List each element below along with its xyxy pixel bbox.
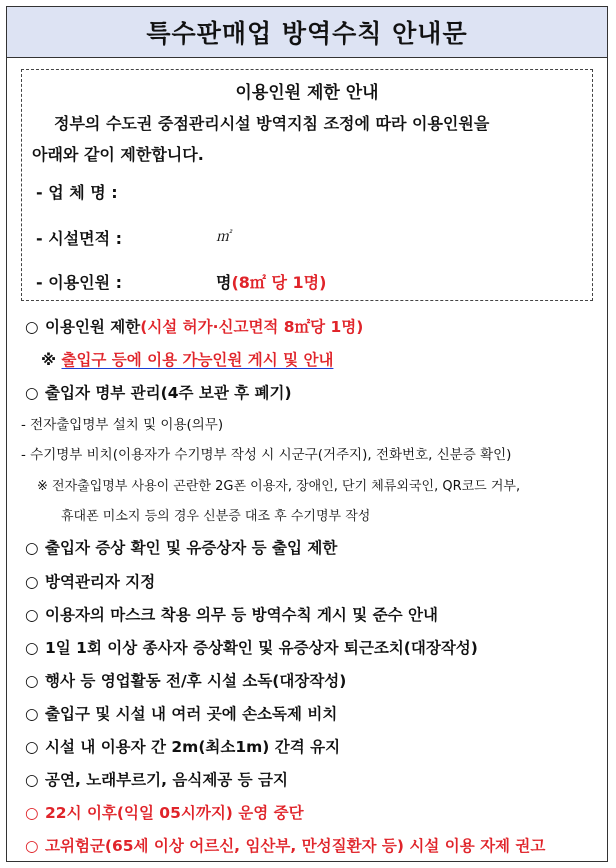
list-item bbox=[25, 636, 478, 658]
rule-text: 1일 1회 이상 종사자 증상확인 및 유증상자 퇴근조치(대장작성) bbox=[45, 639, 478, 657]
notice-frame bbox=[6, 6, 608, 862]
rule-capacity-detail: (시설 허가·신고면적 8㎡당 1명) bbox=[140, 318, 364, 336]
rule-text: 출입자 증상 확인 및 유증상자 등 출입 제한 bbox=[45, 539, 338, 557]
bullet-circle-icon: ○ bbox=[25, 771, 39, 789]
list-item bbox=[25, 381, 292, 403]
bullet-circle-icon: ○ bbox=[25, 573, 39, 591]
list-item bbox=[25, 570, 155, 592]
bullet-circle-icon: ○ bbox=[25, 539, 39, 557]
list-item bbox=[25, 735, 340, 757]
bullet-circle-icon: ○ bbox=[25, 318, 39, 336]
notice-body bbox=[32, 108, 584, 170]
bullet-circle-icon: ○ bbox=[25, 384, 39, 402]
facility-area-field bbox=[36, 226, 230, 249]
page-title: 특수판매업 방역수칙 안내문 bbox=[146, 19, 468, 48]
facility-area-label: - 시설면적 : bbox=[36, 229, 123, 248]
bullet-circle-icon: ○ bbox=[25, 639, 39, 657]
notice-line-1: 정부의 수도권 중점관리시설 방역지침 조정에 따라 이용인원을 bbox=[54, 114, 490, 133]
capacity-rule: (8㎡ 당 1명) bbox=[231, 273, 327, 292]
rule-text: 행사 등 영업활동 전/후 시설 소독(대장작성) bbox=[45, 672, 347, 690]
capacity-field bbox=[36, 270, 327, 293]
list-item bbox=[25, 768, 288, 790]
capacity-notice-box bbox=[21, 69, 593, 301]
notice-line-2: 아래와 같이 제한합니다. bbox=[32, 145, 204, 164]
list-subitem: - 수기명부 비치(이용자가 수기명부 작성 시 시군구(거주지), 전화번호, 신분증 확인) bbox=[21, 447, 512, 463]
rule-capacity-note: 출입구 등에 이용 가능인원 게시 및 안내 bbox=[61, 351, 334, 369]
list-note: ※ 전자출입명부 사용이 곤란한 2G폰 이용자, 장애인, 단기 체류외국인, QR코드 거부, bbox=[37, 479, 521, 494]
capacity-unit: 명 bbox=[216, 273, 232, 292]
list-item bbox=[25, 536, 337, 558]
business-name-label: - 업 체 명 : bbox=[36, 183, 118, 202]
bullet-circle-icon: ○ bbox=[25, 837, 39, 855]
rule-text: 고위험군(65세 이상 어르신, 임산부, 만성질환자 등) 시설 이용 자제 권고 bbox=[45, 837, 546, 855]
bullet-circle-icon: ○ bbox=[25, 672, 39, 690]
list-item-highlight bbox=[25, 834, 545, 856]
list-item bbox=[25, 603, 438, 625]
rule-text: 이용자의 마스크 착용 의무 등 방역수칙 게시 및 준수 안내 bbox=[45, 606, 438, 624]
list-item-highlight bbox=[25, 801, 304, 823]
list-subitem: - 전자출입명부 설치 및 이용(의무) bbox=[21, 417, 224, 433]
bullet-circle-icon: ○ bbox=[25, 606, 39, 624]
note-mark: ※ bbox=[41, 351, 57, 369]
bullet-circle-icon: ○ bbox=[25, 738, 39, 756]
business-name-field bbox=[36, 180, 118, 203]
list-item bbox=[25, 669, 346, 691]
rule-capacity-text: 이용인원 제한 bbox=[45, 318, 141, 336]
bullet-circle-icon: ○ bbox=[25, 804, 39, 822]
rule-text: 출입구 및 시설 내 여러 곳에 손소독제 비치 bbox=[45, 705, 338, 723]
rule-text: 22시 이후(익일 05시까지) 운영 중단 bbox=[45, 804, 304, 822]
title-bar bbox=[7, 7, 607, 58]
rule-visitor-log-text: 출입자 명부 관리(4주 보관 후 폐기) bbox=[45, 384, 292, 402]
rule-text: 공연, 노래부르기, 음식제공 등 금지 bbox=[45, 771, 288, 789]
rule-text: 시설 내 이용자 간 2m(최소1m) 간격 유지 bbox=[45, 738, 341, 756]
list-item bbox=[25, 702, 337, 724]
capacity-value bbox=[216, 270, 326, 293]
list-item-note bbox=[41, 348, 333, 370]
rule-text: 방역관리자 지정 bbox=[45, 573, 156, 591]
bullet-circle-icon: ○ bbox=[25, 705, 39, 723]
list-item bbox=[25, 315, 363, 337]
notice-title: 이용인원 제한 안내 bbox=[235, 83, 379, 103]
facility-area-unit: ㎡ bbox=[216, 229, 230, 245]
capacity-label: - 이용인원 : bbox=[36, 273, 123, 292]
list-note: 휴대폰 미소지 등의 경우 신분증 대조 후 수기명부 작성 bbox=[61, 509, 371, 524]
